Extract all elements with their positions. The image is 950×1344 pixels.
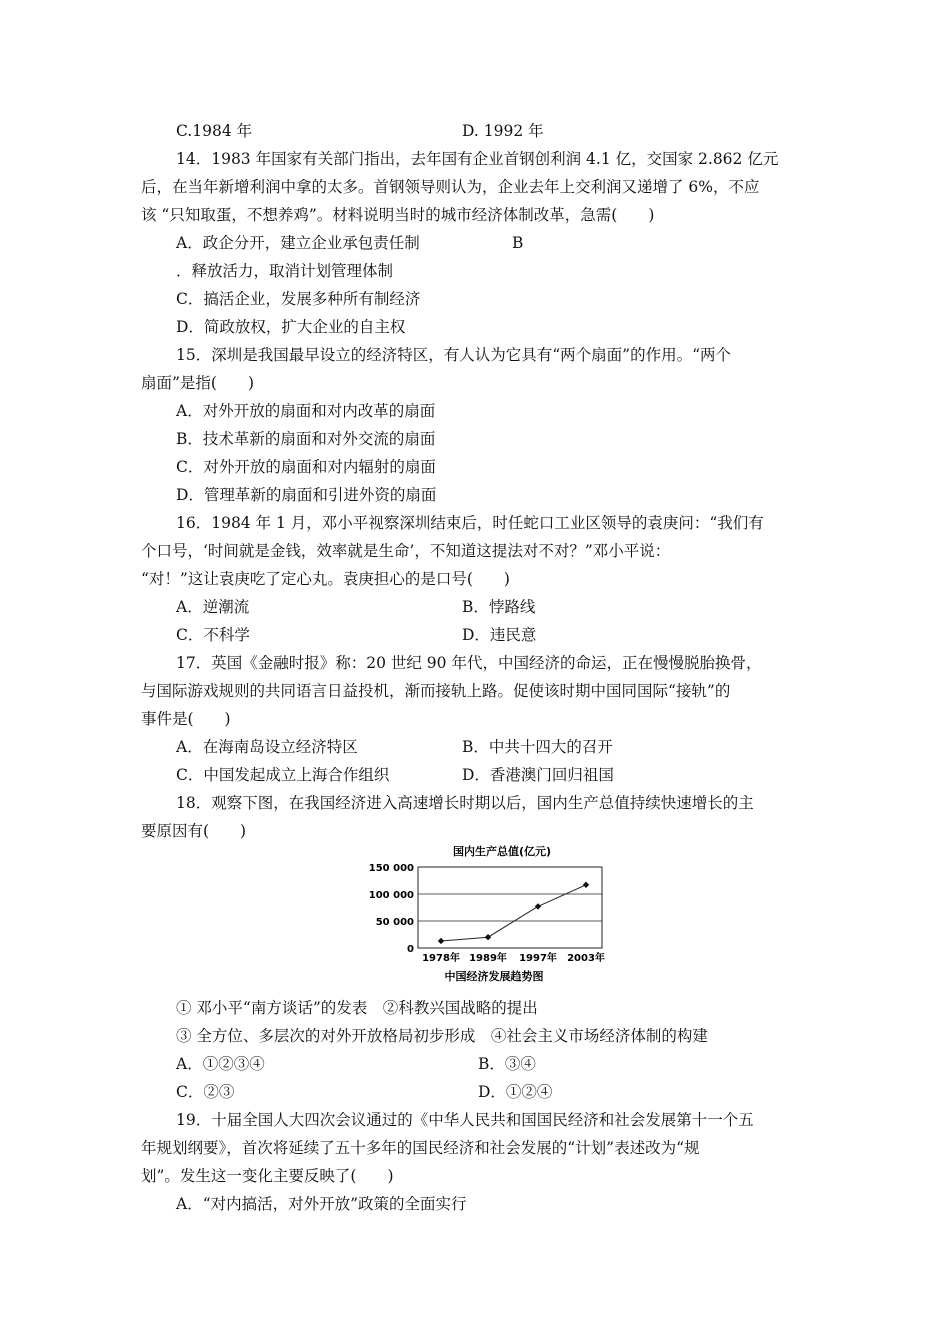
q15-option-d: D．管理革新的扇面和引进外资的扇面 bbox=[176, 486, 437, 504]
q18-stem-1: 18．观察下图，在我国经济进入高速增长时期以后，国内生产总值持续快速增长的主 bbox=[176, 794, 754, 812]
option-c: C.1984 年 bbox=[176, 122, 253, 140]
x-tick-label: 1978年 bbox=[422, 953, 460, 964]
data-point-3 bbox=[583, 882, 589, 888]
q14-stem-1: 14．1983 年国家有关部门指出，去年国有企业首钢创利润 4.1 亿，交国家 2.862 亿元 bbox=[176, 150, 779, 168]
data-point-2 bbox=[535, 903, 541, 909]
chart-caption: 中国经济发展趋势图 bbox=[444, 970, 544, 983]
q15-stem-1: 15．深圳是我国最早设立的经济特区，有人认为它具有“两个扇面”的作用。“两个 bbox=[176, 346, 731, 364]
y-tick-label: 100 000 bbox=[368, 890, 414, 901]
q17-options-cd bbox=[176, 764, 614, 786]
q14-option-c: C．搞活企业，发展多种所有制经济 bbox=[176, 290, 421, 308]
y-tick-label: 150 000 bbox=[368, 863, 414, 874]
q18-item-2: ③ 全方位、多层次的对外开放格局初步形成 ④社会主义市场经济体制的构建 bbox=[176, 1027, 708, 1045]
q18-option-d: D．①②④ bbox=[478, 1083, 553, 1101]
y-tick-label: 0 bbox=[407, 944, 414, 955]
data-point-0 bbox=[438, 938, 444, 944]
q17-stem-3: 事件是( ) bbox=[141, 710, 231, 728]
q16-option-b: B．悖路线 bbox=[462, 598, 536, 616]
q18-stem-2: 要原因有( ) bbox=[141, 822, 247, 840]
q16-option-a: A．逆潮流 bbox=[176, 598, 250, 616]
q19-stem-2: 年规划纲要》，首次将延续了五十多年的国民经济和社会发展的“计划”表述改为“规 bbox=[141, 1139, 700, 1157]
data-point-1 bbox=[485, 934, 491, 940]
gdp-trend-chart bbox=[366, 840, 616, 988]
q16-stem-3: “对！”这让袁庚吃了定心丸。袁庚担心的是口号( ) bbox=[141, 570, 510, 588]
q15-stem-2: 扇面”是指( ) bbox=[141, 374, 255, 392]
chart-title: 国内生产总值(亿元) bbox=[452, 845, 552, 858]
q16-options-ab bbox=[176, 596, 535, 618]
q14-option-d: D．简政放权，扩大企业的自主权 bbox=[176, 318, 406, 336]
q15-option-c: C．对外开放的扇面和对内辐射的扇面 bbox=[176, 458, 436, 476]
q19-stem-3: 划”。发生这一变化主要反映了( ) bbox=[141, 1167, 394, 1185]
q18-option-a: A．①②③④ bbox=[176, 1055, 265, 1073]
q17-option-d: D．香港澳门回归祖国 bbox=[462, 766, 614, 784]
q16-options-cd bbox=[176, 624, 536, 646]
q19-stem-1: 19．十届全国人大四次会议通过的《中华人民共和国国民经济和社会发展第十一个五 bbox=[176, 1111, 754, 1129]
q17-option-c: C．中国发起成立上海合作组织 bbox=[176, 766, 390, 784]
chart-plot-frame bbox=[418, 867, 602, 948]
q14-stem-2: 后，在当年新增利润中拿的太多。首钢领导则认为，企业去年上交利润又递增了 6%，不应 bbox=[141, 178, 760, 196]
q17-stem-1: 17．英国《金融时报》称：20 世纪 90 年代，中国经济的命运，正在慢慢脱胎换骨， bbox=[176, 654, 762, 672]
q14-stem-3: 该 “只知取蛋，不想养鸡”。材料说明当时的城市经济体制改革，急需( ) bbox=[141, 206, 655, 224]
q18-option-c: C．②③ bbox=[176, 1083, 235, 1101]
y-tick-label: 50 000 bbox=[375, 917, 414, 928]
q14-option-b: ．释放活力，取消计划管理体制 bbox=[176, 262, 394, 280]
q17-options-ab bbox=[176, 736, 613, 758]
q18-options-ab bbox=[176, 1053, 626, 1075]
x-tick-label: 1997年 bbox=[519, 953, 557, 964]
option-d: D. 1992 年 bbox=[462, 122, 544, 140]
q18-item-1: ① 邓小平“南方谈话”的发表 ②科教兴国战略的提出 bbox=[176, 999, 538, 1017]
q15-option-a: A．对外开放的扇面和对内改革的扇面 bbox=[176, 402, 436, 420]
q16-option-d: D．违民意 bbox=[462, 626, 537, 644]
q18-option-b: B．③④ bbox=[478, 1055, 536, 1073]
x-tick-label: 2003年 bbox=[567, 953, 605, 964]
q16-stem-1: 16．1984 年 1 月，邓小平视察深圳结束后，时任蛇口工业区领导的袁庚问：“我们有 bbox=[176, 514, 764, 532]
q14-option-a: A．政企分开，建立企业承包责任制 bbox=[176, 234, 420, 252]
prev-options-cd bbox=[176, 120, 544, 142]
q19-option-a: A．“对内搞活，对外开放”政策的全面实行 bbox=[176, 1195, 467, 1213]
x-tick-label: 1989年 bbox=[469, 953, 507, 964]
q14-option-b-letter: B bbox=[512, 234, 524, 252]
q16-option-c: C．不科学 bbox=[176, 626, 250, 644]
q18-options-cd bbox=[176, 1081, 626, 1103]
q16-stem-2: 个口号，‘时间就是金钱，效率就是生命’，不知道这提法对不对？”邓小平说： bbox=[141, 542, 671, 560]
q15-option-b: B．技术革新的扇面和对外交流的扇面 bbox=[176, 430, 436, 448]
series-line bbox=[441, 885, 586, 941]
q17-option-a: A．在海南岛设立经济特区 bbox=[176, 738, 358, 756]
q17-stem-2: 与国际游戏规则的共同语言日益投机，渐而接轨上路。促使该时期中国同国际“接轨”的 bbox=[141, 682, 731, 700]
q17-option-b: B．中共十四大的召开 bbox=[462, 738, 613, 756]
